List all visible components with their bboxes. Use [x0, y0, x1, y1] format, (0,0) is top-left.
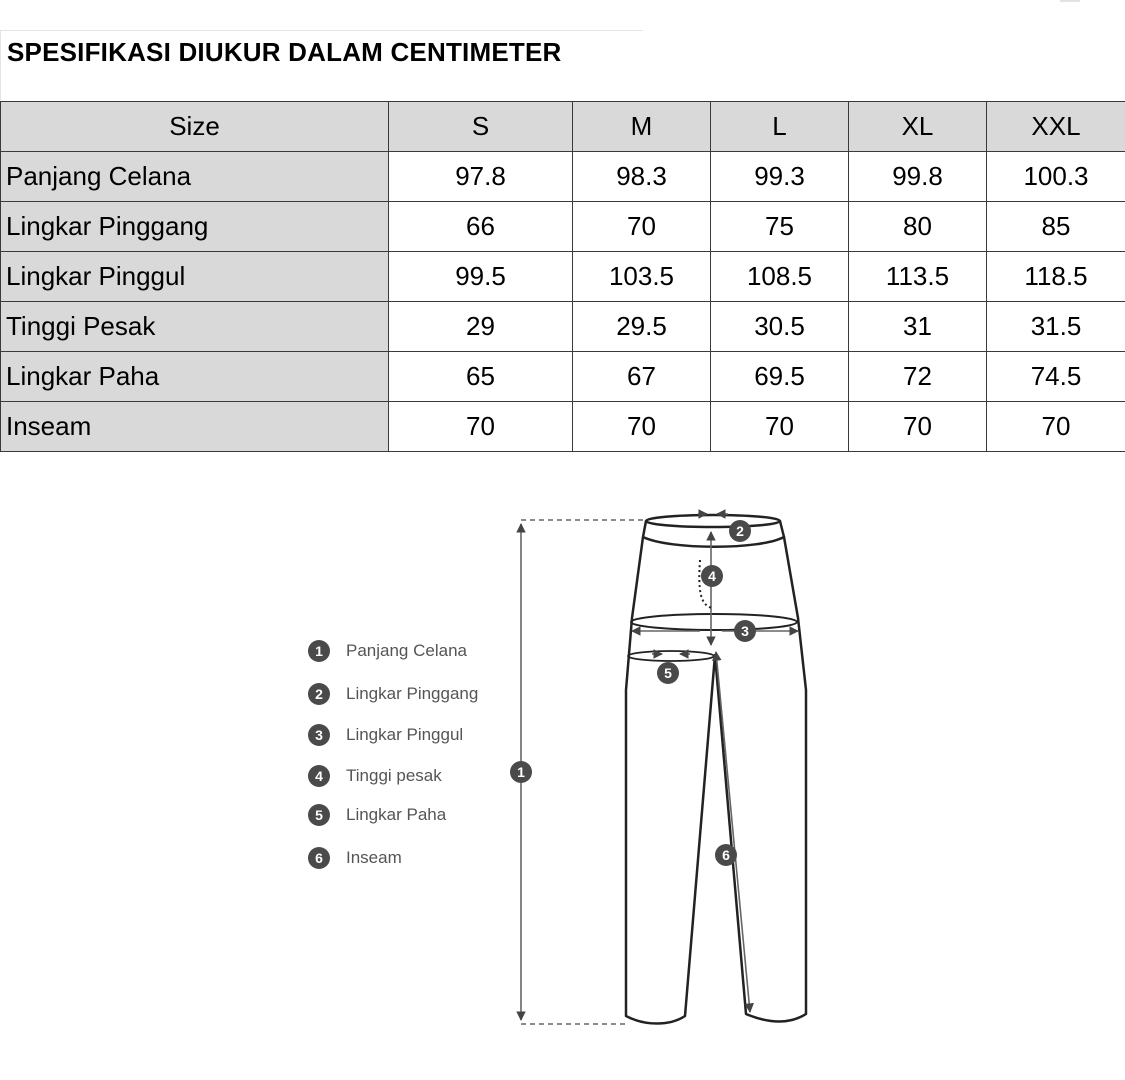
- legend-item: [308, 724, 463, 746]
- table-cell: 85: [987, 202, 1125, 252]
- legend-item: [308, 847, 402, 869]
- legend-item: [308, 804, 446, 826]
- legend-item: [308, 683, 478, 705]
- table-cell: 98.3: [573, 152, 711, 202]
- table-cell: 67: [573, 352, 711, 402]
- table-cell: 70: [573, 402, 711, 452]
- table-cell: 118.5: [987, 252, 1125, 302]
- size-header: Size: [1, 102, 389, 152]
- pants-outline: [626, 515, 806, 1024]
- table-cell: 80: [849, 202, 987, 252]
- table-cell: 31.5: [987, 302, 1125, 352]
- table-cell: 70: [987, 402, 1125, 452]
- table-row: [1, 302, 1125, 352]
- size-col-xl: XL: [849, 102, 987, 152]
- table-cell: 70: [849, 402, 987, 452]
- table-cell: 70: [389, 402, 573, 452]
- row-label: Inseam: [1, 402, 389, 452]
- table-cell: 31: [849, 302, 987, 352]
- corner-mark: [1060, 0, 1080, 2]
- table-row: [1, 402, 1125, 452]
- size-col-m: M: [573, 102, 711, 152]
- number-badge: 3: [308, 724, 330, 746]
- size-spec-table: [0, 101, 1125, 452]
- number-badge: 6: [308, 847, 330, 869]
- table-cell: 69.5: [711, 352, 849, 402]
- table-cell: 99.3: [711, 152, 849, 202]
- table-cell: 99.8: [849, 152, 987, 202]
- badge-number: 6: [722, 847, 730, 863]
- badge-number: 3: [741, 623, 749, 639]
- badge-number: 4: [708, 568, 716, 584]
- table-cell: 113.5: [849, 252, 987, 302]
- table-cell: 99.5: [389, 252, 573, 302]
- table-cell: 66: [389, 202, 573, 252]
- table-cell: 75: [711, 202, 849, 252]
- size-col-s: S: [389, 102, 573, 152]
- pants-diagram: [500, 500, 820, 1040]
- row-label: Lingkar Pinggang: [1, 202, 389, 252]
- size-col-xxl: XXL: [987, 102, 1125, 152]
- diagram-badge-3: [734, 620, 756, 642]
- row-label: Tinggi Pesak: [1, 302, 389, 352]
- legend-item: [308, 640, 467, 662]
- table-cell: 100.3: [987, 152, 1125, 202]
- legend-label: Tinggi pesak: [346, 766, 442, 785]
- table-cell: 29.5: [573, 302, 711, 352]
- table-cell: 74.5: [987, 352, 1125, 402]
- diagram-badge-2: [729, 520, 751, 542]
- diagram-badge-1: [510, 761, 532, 783]
- table-row: [1, 202, 1125, 252]
- badge-number: 2: [736, 523, 744, 539]
- legend-label: Lingkar Pinggul: [346, 725, 464, 744]
- table-row: [1, 152, 1125, 202]
- diagram-badge-6: [715, 844, 737, 866]
- legend-label: Inseam: [346, 848, 402, 867]
- measurement-guides: [521, 514, 798, 1024]
- table-row: [1, 352, 1125, 402]
- table-cell: 72: [849, 352, 987, 402]
- table-cell: 103.5: [573, 252, 711, 302]
- row-label: Panjang Celana: [1, 152, 389, 202]
- row-label: Lingkar Pinggul: [1, 252, 389, 302]
- table-cell: 29: [389, 302, 573, 352]
- diagram-badge-4: [701, 565, 723, 587]
- title-box: [0, 30, 643, 100]
- size-col-l: L: [711, 102, 849, 152]
- diagram-badge-5: [657, 662, 679, 684]
- number-badge: 4: [308, 765, 330, 787]
- legend-label: Lingkar Paha: [346, 805, 447, 824]
- legend-item: [308, 765, 442, 787]
- table-cell: 65: [389, 352, 573, 402]
- number-badge: 1: [308, 640, 330, 662]
- badge-number: 5: [664, 665, 672, 681]
- table-cell: 70: [573, 202, 711, 252]
- legend-label: Lingkar Pinggang: [346, 684, 479, 703]
- legend-label: Panjang Celana: [346, 641, 467, 660]
- table-header-row: [1, 102, 1125, 152]
- table-cell: 108.5: [711, 252, 849, 302]
- table-cell: 70: [711, 402, 849, 452]
- page-title: SPESIFIKASI DIUKUR DALAM CENTIMETER: [7, 37, 562, 67]
- table-cell: 97.8: [389, 152, 573, 202]
- number-badge: 5: [308, 804, 330, 826]
- table-row: [1, 252, 1125, 302]
- table-cell: 30.5: [711, 302, 849, 352]
- number-badge: 2: [308, 683, 330, 705]
- row-label: Lingkar Paha: [1, 352, 389, 402]
- badge-number: 1: [517, 764, 525, 780]
